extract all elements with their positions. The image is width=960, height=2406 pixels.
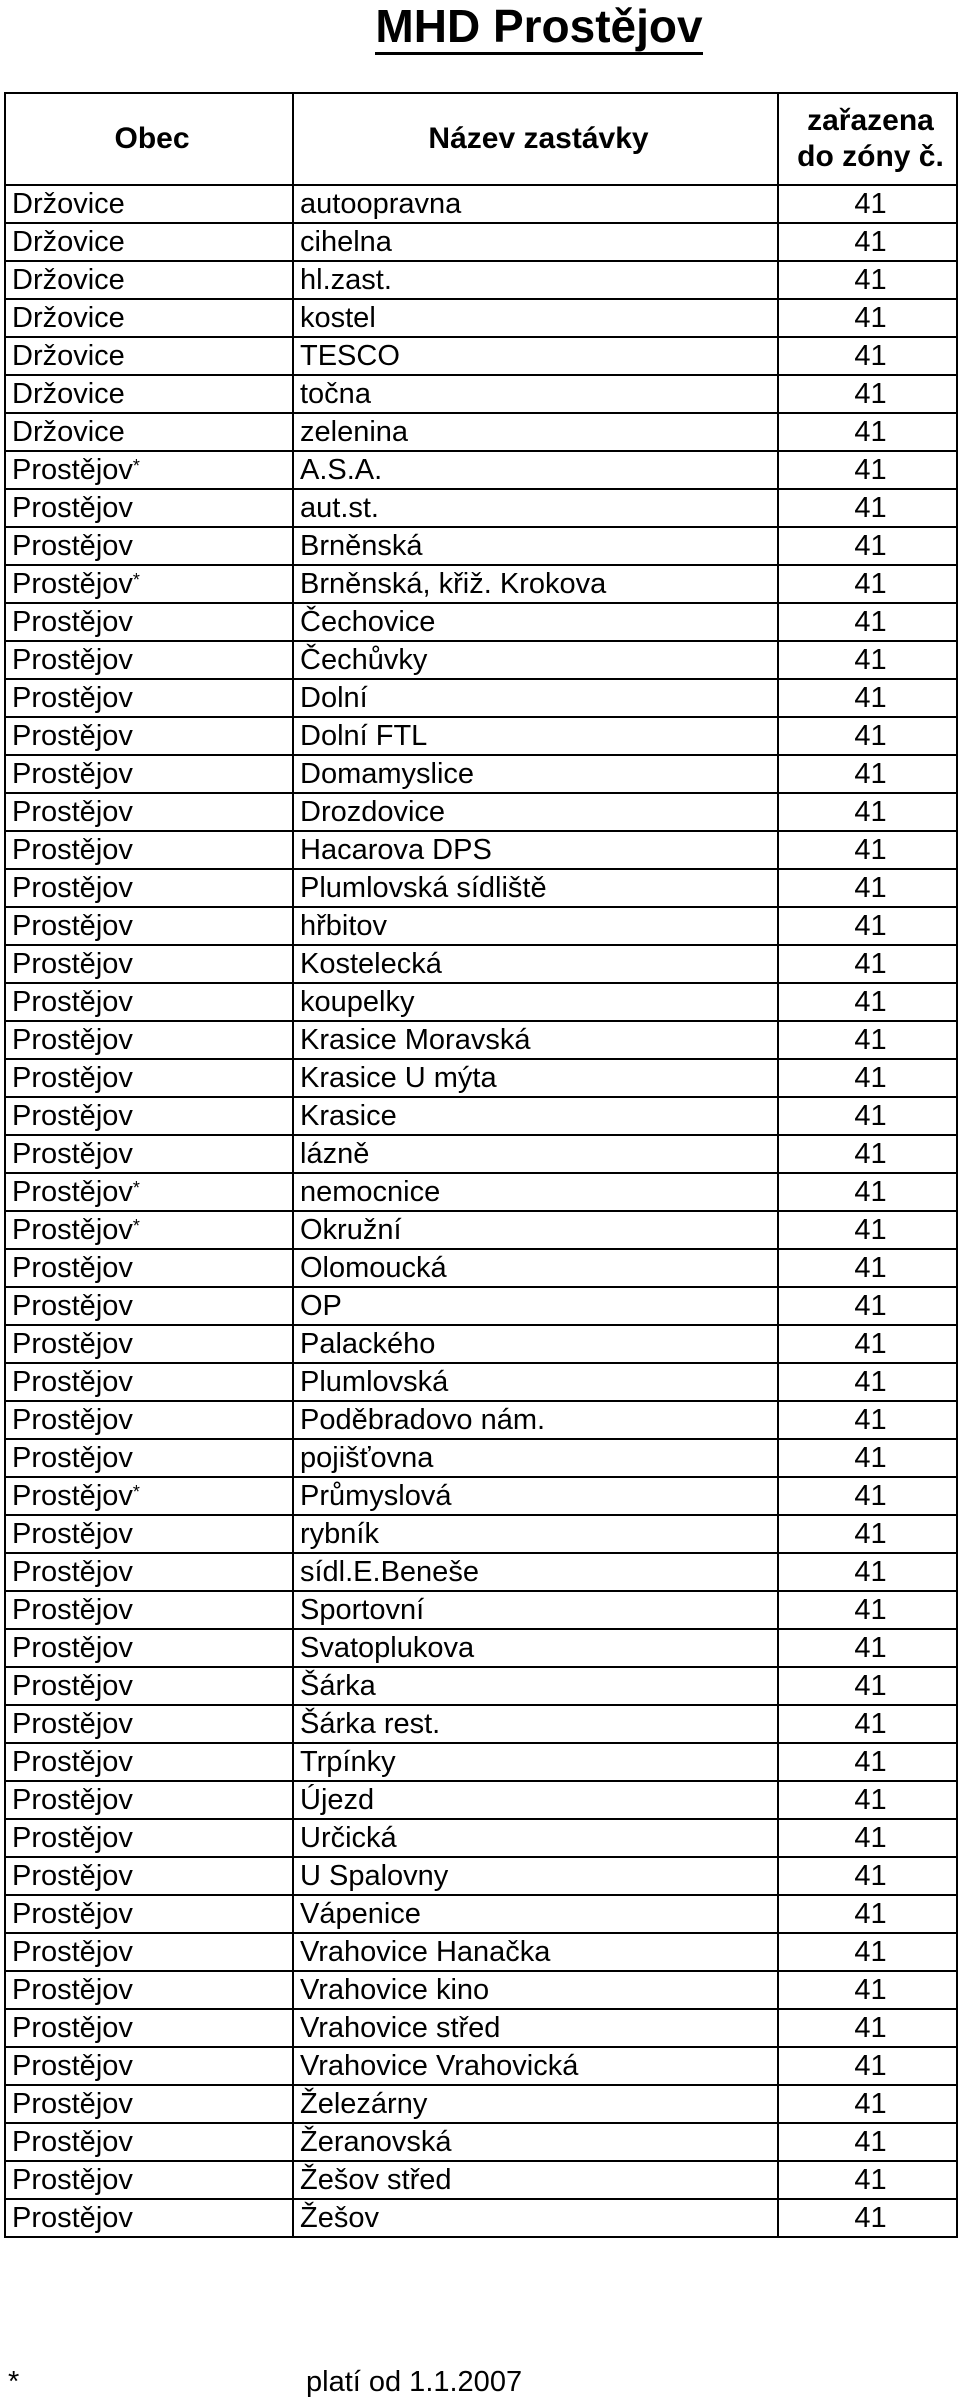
table-row xyxy=(5,565,957,603)
header-zona-line2: do zóny č. xyxy=(797,140,944,173)
obec-text: Prostějov xyxy=(12,1366,133,1398)
cell-zona: 41 xyxy=(778,1287,957,1325)
cell-obec xyxy=(5,1629,293,1667)
cell-obec xyxy=(5,1515,293,1553)
obec-text: Prostějov xyxy=(12,568,133,600)
cell-obec xyxy=(5,185,293,223)
cell-obec xyxy=(5,527,293,565)
cell-zastavka: U Spalovny xyxy=(293,1857,778,1895)
obec-text: Prostějov xyxy=(12,1442,133,1474)
cell-obec xyxy=(5,907,293,945)
asterisk-mark: * xyxy=(132,1216,140,1236)
cell-obec xyxy=(5,1439,293,1477)
cell-obec xyxy=(5,413,293,451)
page-title-text: MHD Prostějov xyxy=(375,0,702,55)
table-row xyxy=(5,1097,957,1135)
cell-zastavka: Domamyslice xyxy=(293,755,778,793)
cell-zona: 41 xyxy=(778,831,957,869)
cell-zona: 41 xyxy=(778,1135,957,1173)
table-row xyxy=(5,1895,957,1933)
obec-text: Držovice xyxy=(12,340,125,372)
obec-text: Prostějov xyxy=(12,2164,133,2196)
asterisk-mark: * xyxy=(132,1482,140,1502)
obec-text: Prostějov xyxy=(12,1784,133,1816)
footnote-mark: * xyxy=(8,2366,20,2398)
cell-zastavka: lázně xyxy=(293,1135,778,1173)
cell-zona: 41 xyxy=(778,337,957,375)
cell-zastavka: Újezd xyxy=(293,1781,778,1819)
table-row xyxy=(5,1135,957,1173)
cell-zastavka: Čechůvky xyxy=(293,641,778,679)
cell-zastavka: cihelna xyxy=(293,223,778,261)
cell-zastavka: Určická xyxy=(293,1819,778,1857)
cell-zona: 41 xyxy=(778,451,957,489)
cell-zona: 41 xyxy=(778,1363,957,1401)
obec-text: Prostějov xyxy=(12,1594,133,1626)
table-row xyxy=(5,1325,957,1363)
obec-text: Držovice xyxy=(12,226,125,258)
cell-zastavka: Šárka xyxy=(293,1667,778,1705)
cell-zastavka: Poděbradovo nám. xyxy=(293,1401,778,1439)
cell-zona: 41 xyxy=(778,527,957,565)
table-row xyxy=(5,831,957,869)
cell-zona: 41 xyxy=(778,641,957,679)
obec-text: Prostějov xyxy=(12,2202,133,2234)
cell-zona: 41 xyxy=(778,907,957,945)
cell-zastavka: hřbitov xyxy=(293,907,778,945)
table-row xyxy=(5,603,957,641)
header-zastavka: Název zastávky xyxy=(293,93,778,185)
cell-obec xyxy=(5,451,293,489)
cell-zona: 41 xyxy=(778,375,957,413)
obec-text: Prostějov xyxy=(12,454,133,486)
cell-zona: 41 xyxy=(778,1021,957,1059)
cell-obec xyxy=(5,1287,293,1325)
cell-obec xyxy=(5,793,293,831)
cell-obec xyxy=(5,1211,293,1249)
cell-zastavka: Palackého xyxy=(293,1325,778,1363)
cell-zona: 41 xyxy=(778,489,957,527)
obec-text: Prostějov xyxy=(12,758,133,790)
table-row xyxy=(5,983,957,1021)
cell-obec xyxy=(5,1705,293,1743)
obec-text: Prostějov xyxy=(12,530,133,562)
cell-zona: 41 xyxy=(778,983,957,1021)
cell-zastavka: zelenina xyxy=(293,413,778,451)
table-row xyxy=(5,337,957,375)
cell-zona: 41 xyxy=(778,185,957,223)
table-row xyxy=(5,1249,957,1287)
table-row xyxy=(5,185,957,223)
cell-obec xyxy=(5,2123,293,2161)
cell-zastavka: Vrahovice kino xyxy=(293,1971,778,2009)
cell-obec xyxy=(5,1667,293,1705)
table-row xyxy=(5,1515,957,1553)
cell-zona: 41 xyxy=(778,223,957,261)
obec-text: Prostějov xyxy=(12,1252,133,1284)
cell-obec xyxy=(5,1401,293,1439)
cell-zona: 41 xyxy=(778,2199,957,2237)
obec-text: Držovice xyxy=(12,264,125,296)
cell-zastavka: Sportovní xyxy=(293,1591,778,1629)
cell-zona: 41 xyxy=(778,869,957,907)
cell-zastavka: Šárka rest. xyxy=(293,1705,778,1743)
obec-text: Prostějov xyxy=(12,1214,133,1246)
table-row xyxy=(5,1705,957,1743)
cell-obec xyxy=(5,489,293,527)
cell-zona: 41 xyxy=(778,2009,957,2047)
cell-obec xyxy=(5,1781,293,1819)
obec-text: Prostějov xyxy=(12,1100,133,1132)
table-row xyxy=(5,1743,957,1781)
cell-obec xyxy=(5,1819,293,1857)
table-row xyxy=(5,489,957,527)
obec-text: Prostějov xyxy=(12,2012,133,2044)
table-row xyxy=(5,717,957,755)
cell-zona: 41 xyxy=(778,1971,957,2009)
obec-text: Prostějov xyxy=(12,644,133,676)
table-row xyxy=(5,1059,957,1097)
cell-zona: 41 xyxy=(778,679,957,717)
table-row xyxy=(5,1477,957,1515)
cell-obec xyxy=(5,299,293,337)
cell-obec xyxy=(5,1363,293,1401)
cell-zastavka: pojišťovna xyxy=(293,1439,778,1477)
cell-zastavka: Železárny xyxy=(293,2085,778,2123)
cell-zona: 41 xyxy=(778,1325,957,1363)
cell-zona: 41 xyxy=(778,2123,957,2161)
cell-zona: 41 xyxy=(778,755,957,793)
obec-text: Prostějov xyxy=(12,2126,133,2158)
cell-obec xyxy=(5,1895,293,1933)
cell-zastavka: nemocnice xyxy=(293,1173,778,1211)
cell-obec xyxy=(5,2085,293,2123)
cell-zastavka: Plumlovská xyxy=(293,1363,778,1401)
cell-zastavka: Svatoplukova xyxy=(293,1629,778,1667)
cell-zastavka: Okružní xyxy=(293,1211,778,1249)
obec-text: Prostějov xyxy=(12,1024,133,1056)
table-row xyxy=(5,793,957,831)
cell-zastavka: Průmyslová xyxy=(293,1477,778,1515)
cell-zastavka: Plumlovská sídliště xyxy=(293,869,778,907)
obec-text: Prostějov xyxy=(12,1328,133,1360)
table-row xyxy=(5,869,957,907)
cell-zastavka: Trpínky xyxy=(293,1743,778,1781)
obec-text: Prostějov xyxy=(12,1898,133,1930)
cell-zastavka: Krasice U mýta xyxy=(293,1059,778,1097)
table-row xyxy=(5,1781,957,1819)
obec-text: Prostějov xyxy=(12,1518,133,1550)
cell-zona: 41 xyxy=(778,1249,957,1287)
cell-zastavka: Žeranovská xyxy=(293,2123,778,2161)
cell-zona: 41 xyxy=(778,1781,957,1819)
table-row xyxy=(5,907,957,945)
cell-zona: 41 xyxy=(778,1401,957,1439)
cell-zona: 41 xyxy=(778,1097,957,1135)
obec-text: Prostějov xyxy=(12,1632,133,1664)
cell-zastavka: Vrahovice střed xyxy=(293,2009,778,2047)
obec-text: Prostějov xyxy=(12,1556,133,1588)
table-row xyxy=(5,1287,957,1325)
obec-text: Prostějov xyxy=(12,834,133,866)
obec-text: Prostějov xyxy=(12,1974,133,2006)
cell-zastavka: Vrahovice Vrahovická xyxy=(293,2047,778,2085)
table-header-row xyxy=(5,93,957,185)
obec-text: Držovice xyxy=(12,416,125,448)
cell-obec xyxy=(5,679,293,717)
cell-obec xyxy=(5,375,293,413)
cell-zona: 41 xyxy=(778,945,957,983)
cell-obec xyxy=(5,2199,293,2237)
obec-text: Prostějov xyxy=(12,1176,133,1208)
asterisk-mark: * xyxy=(132,570,140,590)
obec-text: Prostějov xyxy=(12,1822,133,1854)
cell-zona: 41 xyxy=(778,565,957,603)
cell-obec xyxy=(5,1857,293,1895)
cell-obec xyxy=(5,2161,293,2199)
cell-obec xyxy=(5,983,293,1021)
stops-table xyxy=(4,92,958,2238)
cell-zona: 41 xyxy=(778,1743,957,1781)
cell-zastavka: Žešov střed xyxy=(293,2161,778,2199)
cell-obec xyxy=(5,945,293,983)
table-row xyxy=(5,1667,957,1705)
obec-text: Držovice xyxy=(12,188,125,220)
cell-zona: 41 xyxy=(778,1933,957,1971)
table-row xyxy=(5,1971,957,2009)
cell-zastavka: Kostelecká xyxy=(293,945,778,983)
cell-zastavka: Vápenice xyxy=(293,1895,778,1933)
table-row xyxy=(5,1439,957,1477)
cell-zastavka: Krasice Moravská xyxy=(293,1021,778,1059)
obec-text: Držovice xyxy=(12,302,125,334)
table-row xyxy=(5,1857,957,1895)
table-row xyxy=(5,1173,957,1211)
cell-obec xyxy=(5,2009,293,2047)
table-row xyxy=(5,2123,957,2161)
cell-zastavka: točna xyxy=(293,375,778,413)
cell-zona: 41 xyxy=(778,717,957,755)
table-row xyxy=(5,1211,957,1249)
table-row xyxy=(5,1021,957,1059)
cell-obec xyxy=(5,1059,293,1097)
cell-zona: 41 xyxy=(778,793,957,831)
cell-zona: 41 xyxy=(778,1439,957,1477)
cell-obec xyxy=(5,1477,293,1515)
cell-obec xyxy=(5,1933,293,1971)
obec-text: Prostějov xyxy=(12,872,133,904)
cell-zona: 41 xyxy=(778,2161,957,2199)
cell-zastavka: Olomoucká xyxy=(293,1249,778,1287)
obec-text: Prostějov xyxy=(12,2050,133,2082)
cell-obec xyxy=(5,1743,293,1781)
obec-text: Prostějov xyxy=(12,1708,133,1740)
asterisk-mark: * xyxy=(132,456,140,476)
cell-obec xyxy=(5,1021,293,1059)
cell-obec xyxy=(5,603,293,641)
obec-text: Prostějov xyxy=(12,948,133,980)
table-row xyxy=(5,1591,957,1629)
cell-zastavka: Krasice xyxy=(293,1097,778,1135)
obec-text: Držovice xyxy=(12,378,125,410)
obec-text: Prostějov xyxy=(12,1404,133,1436)
obec-text: Prostějov xyxy=(12,1290,133,1322)
cell-zona: 41 xyxy=(778,1515,957,1553)
cell-zastavka: Brněnská, křiž. Krokova xyxy=(293,565,778,603)
obec-text: Prostějov xyxy=(12,682,133,714)
cell-obec xyxy=(5,1173,293,1211)
cell-zona: 41 xyxy=(778,1667,957,1705)
cell-zastavka: TESCO xyxy=(293,337,778,375)
obec-text: Prostějov xyxy=(12,1936,133,1968)
asterisk-mark: * xyxy=(132,1178,140,1198)
cell-zastavka: Drozdovice xyxy=(293,793,778,831)
cell-obec xyxy=(5,337,293,375)
cell-zastavka: autoopravna xyxy=(293,185,778,223)
page-title xyxy=(0,2,960,50)
cell-zona: 41 xyxy=(778,1895,957,1933)
table-row xyxy=(5,2009,957,2047)
cell-zona: 41 xyxy=(778,1059,957,1097)
cell-zastavka: Dolní xyxy=(293,679,778,717)
header-obec: Obec xyxy=(5,93,293,185)
cell-obec xyxy=(5,1135,293,1173)
obec-text: Prostějov xyxy=(12,1746,133,1778)
obec-text: Prostějov xyxy=(12,2088,133,2120)
table-row xyxy=(5,2199,957,2237)
cell-obec xyxy=(5,641,293,679)
cell-zastavka: hl.zast. xyxy=(293,261,778,299)
cell-obec xyxy=(5,755,293,793)
cell-zona: 41 xyxy=(778,2047,957,2085)
cell-obec xyxy=(5,1971,293,2009)
obec-text: Prostějov xyxy=(12,1860,133,1892)
obec-text: Prostějov xyxy=(12,1480,133,1512)
cell-zona: 41 xyxy=(778,1173,957,1211)
obec-text: Prostějov xyxy=(12,606,133,638)
table-row xyxy=(5,375,957,413)
cell-zona: 41 xyxy=(778,1705,957,1743)
cell-zastavka: Brněnská xyxy=(293,527,778,565)
obec-text: Prostějov xyxy=(12,1670,133,1702)
cell-zastavka: A.S.A. xyxy=(293,451,778,489)
footnote-text: platí od 1.1.2007 xyxy=(306,2366,523,2398)
header-zona-line1: zařazena xyxy=(807,104,934,137)
obec-text: Prostějov xyxy=(12,986,133,1018)
obec-text: Prostějov xyxy=(12,796,133,828)
cell-zona: 41 xyxy=(778,261,957,299)
cell-obec xyxy=(5,869,293,907)
table-row xyxy=(5,755,957,793)
table-row xyxy=(5,413,957,451)
cell-obec xyxy=(5,261,293,299)
table-row xyxy=(5,299,957,337)
cell-zastavka: OP xyxy=(293,1287,778,1325)
table-row xyxy=(5,261,957,299)
obec-text: Prostějov xyxy=(12,720,133,752)
table-row xyxy=(5,641,957,679)
cell-zona: 41 xyxy=(778,2085,957,2123)
cell-zona: 41 xyxy=(778,1211,957,1249)
table-row xyxy=(5,2161,957,2199)
cell-zastavka: aut.st. xyxy=(293,489,778,527)
cell-zona: 41 xyxy=(778,299,957,337)
cell-zona: 41 xyxy=(778,413,957,451)
table-row xyxy=(5,1819,957,1857)
cell-obec xyxy=(5,223,293,261)
obec-text: Prostějov xyxy=(12,910,133,942)
cell-zastavka: Čechovice xyxy=(293,603,778,641)
obec-text: Prostějov xyxy=(12,1062,133,1094)
cell-zastavka: rybník xyxy=(293,1515,778,1553)
cell-zona: 41 xyxy=(778,1553,957,1591)
cell-obec xyxy=(5,1553,293,1591)
cell-obec xyxy=(5,1097,293,1135)
cell-zona: 41 xyxy=(778,1629,957,1667)
cell-zastavka: Hacarova DPS xyxy=(293,831,778,869)
cell-zastavka: koupelky xyxy=(293,983,778,1021)
table-row xyxy=(5,451,957,489)
header-zona xyxy=(778,93,957,185)
cell-obec xyxy=(5,1591,293,1629)
table-row xyxy=(5,1401,957,1439)
cell-obec xyxy=(5,2047,293,2085)
table-row xyxy=(5,679,957,717)
table-body xyxy=(5,185,957,2237)
table-row xyxy=(5,527,957,565)
table-row xyxy=(5,2085,957,2123)
cell-zastavka: Žešov xyxy=(293,2199,778,2237)
cell-obec xyxy=(5,717,293,755)
cell-zona: 41 xyxy=(778,1819,957,1857)
cell-obec xyxy=(5,565,293,603)
table-row xyxy=(5,1629,957,1667)
cell-zastavka: Vrahovice Hanačka xyxy=(293,1933,778,1971)
table-row xyxy=(5,945,957,983)
cell-zona: 41 xyxy=(778,1477,957,1515)
obec-text: Prostějov xyxy=(12,492,133,524)
obec-text: Prostějov xyxy=(12,1138,133,1170)
cell-obec xyxy=(5,1249,293,1287)
table-row xyxy=(5,223,957,261)
table-row xyxy=(5,1553,957,1591)
cell-zastavka: Dolní FTL xyxy=(293,717,778,755)
cell-zastavka: kostel xyxy=(293,299,778,337)
table-row xyxy=(5,1363,957,1401)
cell-obec xyxy=(5,831,293,869)
table-row xyxy=(5,2047,957,2085)
table-row xyxy=(5,1933,957,1971)
cell-zona: 41 xyxy=(778,1857,957,1895)
cell-obec xyxy=(5,1325,293,1363)
cell-zastavka: sídl.E.Beneše xyxy=(293,1553,778,1591)
cell-zona: 41 xyxy=(778,603,957,641)
cell-zona: 41 xyxy=(778,1591,957,1629)
